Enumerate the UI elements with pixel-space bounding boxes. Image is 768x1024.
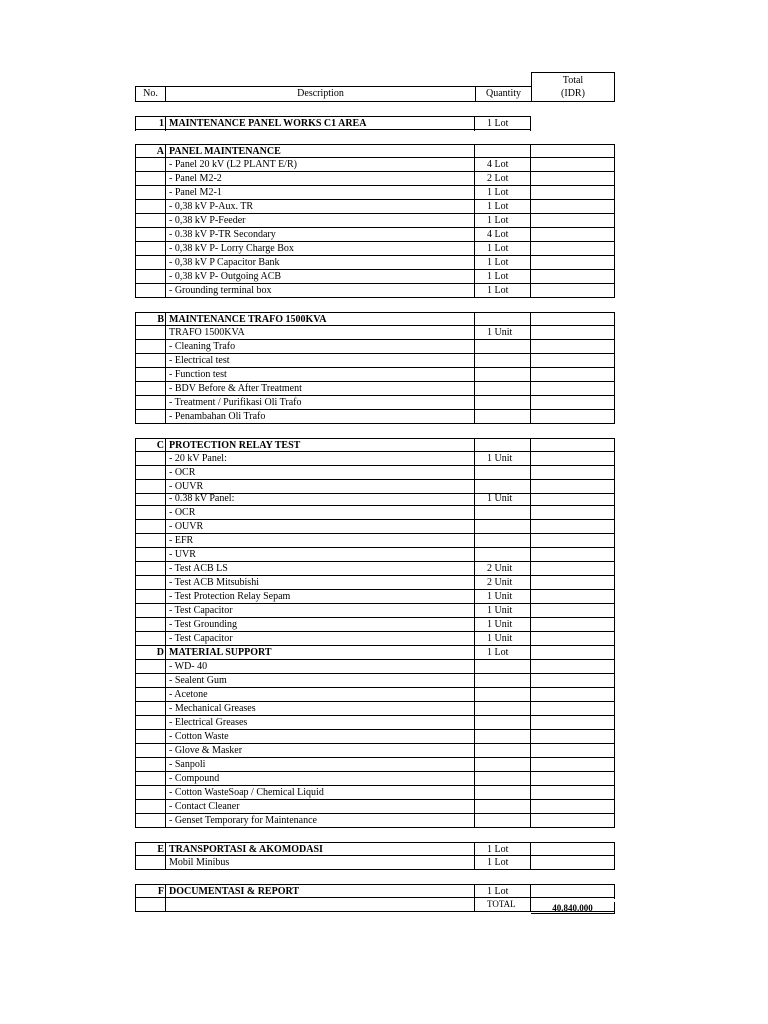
row-total (531, 604, 615, 618)
table-row (135, 898, 615, 912)
row-total (531, 492, 615, 506)
row-description: - OCR (166, 506, 475, 520)
row-number (135, 800, 166, 814)
row-description: - Test Capacitor (166, 604, 475, 618)
table-row (135, 716, 615, 730)
table-row (135, 646, 615, 660)
row-quantity: 2 Unit (475, 562, 531, 576)
row-number (135, 772, 166, 786)
row-total (531, 270, 615, 284)
table-row (135, 688, 615, 702)
row-quantity: 1 Lot (475, 186, 531, 200)
row-total (531, 772, 615, 786)
row-quantity (475, 744, 531, 758)
table-row (135, 200, 615, 214)
row-quantity: 1 Lot (475, 242, 531, 256)
row-number (135, 604, 166, 618)
row-quantity (475, 368, 531, 382)
table-row (135, 158, 615, 172)
row-quantity: 1 Unit (475, 326, 531, 340)
row-description: - 0,38 kV P-Aux. TR (166, 200, 475, 214)
row-description: MAINTENANCE TRAFO 1500KVA (166, 313, 475, 327)
row-description: - Test Protection Relay Sepam (166, 590, 475, 604)
table-row (135, 270, 615, 284)
row-quantity (475, 814, 531, 828)
row-number (135, 256, 166, 270)
table-row (135, 312, 615, 326)
row-total (531, 786, 615, 800)
row-description: - Cleaning Trafo (166, 340, 475, 354)
row-number (135, 688, 166, 702)
row-description: - Panel M2-2 (166, 172, 475, 186)
row-quantity: 1 Unit (475, 492, 531, 506)
table-row (135, 618, 615, 632)
row-description: - OUVR (166, 480, 475, 494)
row-description: - 0.38 kV P-TR Secondary (166, 228, 475, 242)
row-number (135, 590, 166, 604)
row-total (531, 340, 615, 354)
table-row (135, 730, 615, 744)
row-total (531, 368, 615, 382)
row-total (531, 885, 615, 899)
row-quantity (475, 439, 531, 453)
row-description: - Sealent Gum (166, 674, 475, 688)
row-number (135, 506, 166, 520)
row-total (531, 730, 615, 744)
row-total (531, 674, 615, 688)
row-description: - 20 kV Panel: (166, 452, 475, 466)
row-total (531, 172, 615, 186)
row-quantity: 1 Lot (475, 214, 531, 228)
row-number (135, 814, 166, 828)
row-total (531, 242, 615, 256)
table-row (135, 466, 615, 480)
row-quantity (475, 730, 531, 744)
row-description: - 0,38 kV P-Feeder (166, 214, 475, 228)
row-total (531, 145, 615, 159)
row-quantity (475, 340, 531, 354)
row-quantity: 1 Unit (475, 590, 531, 604)
row-description: - Treatment / Purifikasi Oli Trafo (166, 396, 475, 410)
row-total (531, 382, 615, 396)
header-total (531, 72, 615, 102)
row-quantity: TOTAL (475, 898, 531, 912)
row-total (531, 618, 615, 632)
row-description: - Genset Temporary for Maintenance (166, 814, 475, 828)
table-row (135, 590, 615, 604)
table-row (135, 506, 615, 520)
table-row (135, 786, 615, 800)
row-quantity: 1 Unit (475, 604, 531, 618)
row-description: - Cotton WasteSoap / Chemical Liquid (166, 786, 475, 800)
row-number (135, 382, 166, 396)
row-description (166, 898, 475, 912)
row-description: TRANSPORTASI & AKOMODASI (166, 843, 475, 857)
table-row (135, 354, 615, 368)
table-row (135, 842, 615, 856)
row-total (531, 452, 615, 466)
row-description: PROTECTION RELAY TEST (166, 439, 475, 453)
row-description: DOCUMENTASI & REPORT (166, 885, 475, 899)
row-number (135, 326, 166, 340)
row-description: - Acetone (166, 688, 475, 702)
table-row (135, 534, 615, 548)
row-quantity: 1 Unit (475, 452, 531, 466)
row-number (135, 898, 166, 912)
row-number (135, 186, 166, 200)
header-description: Description (165, 86, 476, 102)
row-description: - WD- 40 (166, 660, 475, 674)
row-description: - 0.38 kV Panel: (166, 492, 475, 506)
row-quantity: 1 Lot (475, 200, 531, 214)
row-number (135, 340, 166, 354)
row-total (531, 354, 615, 368)
table-row (135, 702, 615, 716)
table-row (135, 758, 615, 772)
row-number (135, 534, 166, 548)
row-number (135, 214, 166, 228)
row-total (531, 466, 615, 480)
row-quantity: 1 Lot (475, 270, 531, 284)
row-quantity (475, 354, 531, 368)
row-number (135, 618, 166, 632)
row-number (135, 396, 166, 410)
row-number: C (135, 439, 166, 453)
row-total (531, 590, 615, 604)
row-quantity: 1 Lot (475, 284, 531, 298)
row-total: 40.840.000 (531, 902, 615, 914)
row-number (135, 548, 166, 562)
table-row (135, 172, 615, 186)
row-total (531, 576, 615, 590)
row-quantity (475, 410, 531, 424)
row-total (531, 856, 615, 870)
table-row (135, 214, 615, 228)
row-quantity (475, 758, 531, 772)
row-description: - Electrical test (166, 354, 475, 368)
row-quantity (475, 786, 531, 800)
row-total (531, 256, 615, 270)
header-total-line2: (IDR) (561, 88, 585, 99)
row-quantity: 1 Lot (475, 256, 531, 270)
table-row (135, 548, 615, 562)
row-description: - Sanpoli (166, 758, 475, 772)
row-quantity (475, 674, 531, 688)
row-number (135, 562, 166, 576)
row-total (531, 313, 615, 327)
table-row (135, 326, 615, 340)
table-row (135, 800, 615, 814)
row-quantity (475, 716, 531, 730)
row-total (531, 439, 615, 453)
row-total (531, 646, 615, 660)
row-total (531, 562, 615, 576)
row-number: D (135, 646, 166, 660)
row-description: - EFR (166, 534, 475, 548)
row-description: - BDV Before & After Treatment (166, 382, 475, 396)
row-number (135, 228, 166, 242)
row-description: - Compound (166, 772, 475, 786)
row-number: E (135, 843, 166, 857)
row-total (531, 158, 615, 172)
table-row (135, 604, 615, 618)
row-description: TRAFO 1500KVA (166, 326, 475, 340)
table-row (135, 632, 615, 646)
row-total (531, 660, 615, 674)
row-quantity: 1 Lot (475, 885, 531, 899)
header-no: No. (135, 86, 166, 102)
row-total (531, 506, 615, 520)
row-description: - Panel M2-1 (166, 186, 475, 200)
row-total (531, 716, 615, 730)
row-total (531, 702, 615, 716)
row-description: - 0,38 kV P Capacitor Bank (166, 256, 475, 270)
table-row (135, 396, 615, 410)
row-number (135, 354, 166, 368)
table-row (135, 228, 615, 242)
row-total (531, 520, 615, 534)
table-row (135, 884, 615, 898)
table-row (135, 562, 615, 576)
row-description: - OUVR (166, 520, 475, 534)
row-number (135, 242, 166, 256)
row-total (531, 632, 615, 646)
row-description: - Panel 20 kV (L2 PLANT E/R) (166, 158, 475, 172)
row-total (531, 186, 615, 200)
row-quantity (475, 396, 531, 410)
row-quantity (475, 702, 531, 716)
row-number (135, 172, 166, 186)
table-row (135, 410, 615, 424)
row-description: - UVR (166, 548, 475, 562)
row-total (531, 744, 615, 758)
row-quantity (475, 548, 531, 562)
row-total (531, 214, 615, 228)
row-number (135, 368, 166, 382)
table-row (135, 144, 615, 158)
row-description: - 0,38 kV P- Outgoing ACB (166, 270, 475, 284)
row-quantity: 1 Lot (475, 856, 531, 870)
row-description: - Grounding terminal box (166, 284, 475, 298)
row-number (135, 466, 166, 480)
table-header (135, 72, 615, 102)
row-number (135, 758, 166, 772)
row-description: - Function test (166, 368, 475, 382)
row-number (135, 744, 166, 758)
row-quantity (475, 506, 531, 520)
table-row (135, 576, 615, 590)
row-description: MAINTENANCE PANEL WORKS C1 AREA (166, 117, 475, 131)
header-total-line1: Total (562, 75, 584, 86)
row-description: - Glove & Masker (166, 744, 475, 758)
row-number: 1 (135, 117, 166, 131)
row-description: - Contact Cleaner (166, 800, 475, 814)
row-total (531, 284, 615, 298)
table-row (135, 660, 615, 674)
row-number: F (135, 885, 166, 899)
row-total (531, 688, 615, 702)
table-row (135, 814, 615, 828)
table-row (135, 744, 615, 758)
row-number (135, 674, 166, 688)
row-number (135, 576, 166, 590)
row-number (135, 158, 166, 172)
table-row (135, 492, 615, 506)
row-quantity: 2 Unit (475, 576, 531, 590)
row-number (135, 716, 166, 730)
row-number (135, 632, 166, 646)
row-total (531, 814, 615, 828)
row-description: - Test Grounding (166, 618, 475, 632)
row-description: Mobil Minibus (166, 856, 475, 870)
row-description: - Electrical Greases (166, 716, 475, 730)
row-quantity (475, 660, 531, 674)
row-quantity: 1 Lot (475, 117, 531, 131)
row-number (135, 270, 166, 284)
row-total (531, 758, 615, 772)
row-number (135, 492, 166, 506)
row-description: - Test ACB LS (166, 562, 475, 576)
table-row (135, 452, 615, 466)
row-description: - Cotton Waste (166, 730, 475, 744)
row-description: - 0,38 kV P- Lorry Charge Box (166, 242, 475, 256)
row-quantity (475, 800, 531, 814)
row-quantity (475, 520, 531, 534)
table-row (135, 116, 531, 130)
row-number (135, 200, 166, 214)
row-number (135, 520, 166, 534)
table-row (135, 438, 615, 452)
table-row (135, 772, 615, 786)
row-description: MATERIAL SUPPORT (166, 646, 475, 660)
row-description: PANEL MAINTENANCE (166, 145, 475, 159)
row-total (531, 800, 615, 814)
row-total (531, 534, 615, 548)
row-quantity (475, 382, 531, 396)
row-quantity: 1 Lot (475, 646, 531, 660)
row-total (531, 548, 615, 562)
table-row (135, 520, 615, 534)
row-number (135, 284, 166, 298)
row-quantity (475, 534, 531, 548)
row-description: - Test Capacitor (166, 632, 475, 646)
row-total (531, 410, 615, 424)
header-quantity: Quantity (475, 86, 532, 102)
row-number (135, 660, 166, 674)
table-row (135, 284, 615, 298)
row-quantity (475, 145, 531, 159)
table-row (135, 242, 615, 256)
row-quantity: 1 Unit (475, 618, 531, 632)
row-number: B (135, 313, 166, 327)
row-number (135, 856, 166, 870)
table-row (135, 856, 615, 870)
quotation-table (135, 72, 615, 913)
row-number (135, 410, 166, 424)
row-number (135, 786, 166, 800)
table-row (135, 256, 615, 270)
row-number (135, 452, 166, 466)
table-row (135, 340, 615, 354)
row-quantity (475, 772, 531, 786)
row-total (531, 228, 615, 242)
row-quantity: 2 Lot (475, 172, 531, 186)
row-description: - OCR (166, 466, 475, 480)
row-quantity (475, 466, 531, 480)
row-quantity (475, 313, 531, 327)
table-row (135, 368, 615, 382)
row-total (531, 843, 615, 857)
row-quantity: 4 Lot (475, 158, 531, 172)
row-quantity (475, 688, 531, 702)
row-quantity: 1 Lot (475, 843, 531, 857)
row-number (135, 702, 166, 716)
row-description: - Test ACB Mitsubishi (166, 576, 475, 590)
table-row (135, 382, 615, 396)
row-description: - Penambahan Oli Trafo (166, 410, 475, 424)
table-row (135, 186, 615, 200)
row-number (135, 730, 166, 744)
row-quantity: 4 Lot (475, 228, 531, 242)
row-total (531, 200, 615, 214)
row-total (531, 396, 615, 410)
row-description: - Mechanical Greases (166, 702, 475, 716)
table-row (135, 674, 615, 688)
row-number: A (135, 145, 166, 159)
row-quantity: 1 Unit (475, 632, 531, 646)
row-total (531, 326, 615, 340)
